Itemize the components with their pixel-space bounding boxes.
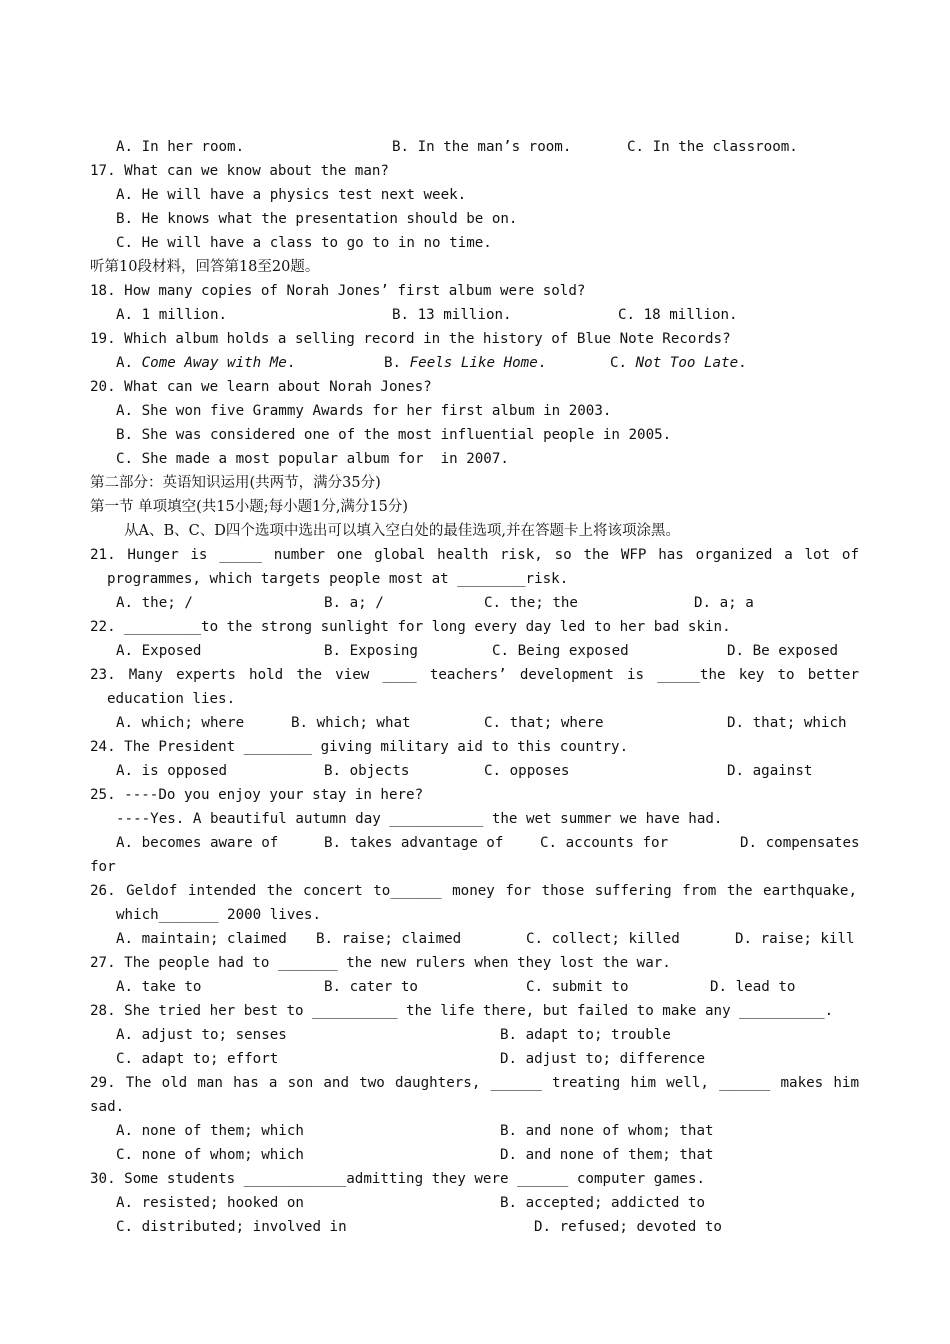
stem-word: key <box>738 667 765 683</box>
q28-options-row1 <box>0 1023 671 1047</box>
stem-word: earthquake, <box>763 883 857 899</box>
q19-option-c: C. Not Too Late. <box>610 355 747 371</box>
q29-options-row2 <box>0 1143 714 1167</box>
q22-options <box>0 639 839 663</box>
stem-word: him <box>833 1075 859 1091</box>
stem-word: concert <box>302 883 363 899</box>
q29-option-d: D. and none of them; that <box>500 1147 714 1163</box>
q26-option-d: D. raise; kill <box>735 931 855 947</box>
q30-option-a: A. resisted; hooked on <box>116 1195 304 1211</box>
q22-option-c: C. Being exposed <box>492 643 629 659</box>
stem-word: the <box>583 547 610 563</box>
stem-word: from <box>682 883 717 899</box>
stem-word: the <box>726 883 753 899</box>
stem-word: organized <box>695 547 773 563</box>
q28-option-a: A. adjust to; senses <box>116 1027 287 1043</box>
stem-word: Hunger <box>127 547 179 563</box>
stem-word: teachers’ <box>429 667 507 683</box>
stem-word: 21. <box>90 547 116 563</box>
stem-word: lot <box>804 547 831 563</box>
q25-option-b: B. takes advantage of <box>324 835 504 851</box>
stem-word: _____the <box>657 667 726 683</box>
q16-option-b: B. In the man’s room. <box>392 139 572 155</box>
q30-options-row2 <box>0 1215 722 1239</box>
q23-option-a: A. which; where <box>116 715 245 731</box>
q24-option-d: D. against <box>727 763 813 779</box>
q18-options <box>0 303 738 327</box>
stem-word: 23. <box>90 667 116 683</box>
q30-options-row1 <box>0 1191 705 1215</box>
stem-word: one <box>336 547 363 563</box>
stem-word: man <box>197 1075 223 1091</box>
stem-word: better <box>807 667 859 683</box>
q16-option-a: A. In her room. <box>116 139 245 155</box>
q26-option-a: A. maintain; claimed <box>116 931 287 947</box>
q25-option-a: A. becomes aware of <box>116 835 279 851</box>
stem-word: well, <box>666 1075 709 1091</box>
q23-option-c: C. that; where <box>484 715 604 731</box>
q27-option-b: B. cater to <box>324 979 418 995</box>
q18-option-c: C. 18 million. <box>618 307 738 323</box>
stem-word: is <box>190 547 208 563</box>
q29-stem-line1 <box>0 1071 950 1095</box>
q21-option-b: B. a; / <box>324 595 384 611</box>
q28-option-d: D. adjust to; difference <box>500 1051 705 1067</box>
q23-option-b: B. which; what <box>291 715 411 731</box>
q30-option-d: D. refused; devoted to <box>534 1219 722 1235</box>
stem-word: ______ <box>490 1075 542 1091</box>
stem-word: has <box>233 1075 259 1091</box>
stem-word: 26. <box>90 883 116 899</box>
stem-word: treating <box>551 1075 621 1091</box>
q27-options <box>0 975 796 999</box>
q29-option-c: C. none of whom; which <box>116 1147 304 1163</box>
stem-word: 29. <box>90 1075 116 1091</box>
q18-option-a: A. 1 million. <box>116 307 228 323</box>
stem-word: to <box>777 667 795 683</box>
stem-word: _____ <box>219 547 262 563</box>
stem-word: to______ <box>373 883 442 899</box>
q28-options-row2 <box>0 1047 705 1071</box>
q22-option-a: A. Exposed <box>116 643 202 659</box>
stem-word: is <box>626 667 645 683</box>
stem-word: global <box>374 547 426 563</box>
q25-option-d: D. compensates <box>740 835 860 851</box>
q30-option-c: C. distributed; involved in <box>116 1219 347 1235</box>
stem-word: for <box>505 883 531 899</box>
stem-word: makes <box>780 1075 824 1091</box>
stem-word: experts <box>176 667 236 683</box>
q26-option-b: B. raise; claimed <box>316 931 462 947</box>
q24-option-c: C. opposes <box>484 763 570 779</box>
q21-option-d: D. a; a <box>694 595 754 611</box>
stem-word: number <box>273 547 325 563</box>
q21-option-c: C. the; the <box>484 595 578 611</box>
stem-word: view <box>335 667 370 683</box>
q24-option-a: A. is opposed <box>116 763 228 779</box>
stem-word: health <box>437 547 489 563</box>
stem-word: of <box>841 547 859 563</box>
stem-word: the <box>266 883 293 899</box>
q30-option-b: B. accepted; addicted to <box>500 1195 705 1211</box>
q22-option-b: B. Exposing <box>324 643 418 659</box>
q21-options <box>0 591 754 615</box>
q23-stem-line1 <box>0 663 950 687</box>
stem-word: hold <box>249 667 284 683</box>
q19-options <box>0 351 747 375</box>
q24-options <box>0 759 813 783</box>
stem-word: old <box>161 1075 188 1091</box>
q29-option-a: A. none of them; which <box>116 1123 304 1139</box>
stem-word: suffering <box>594 883 672 899</box>
stem-word: WFP <box>620 547 647 563</box>
stem-word: a <box>784 547 793 563</box>
exam-page: A. In her room. B. In the man’s room. C. In the classroom. 17. What can we know about the man? A. He will have a physics test next week. B. He knows what the presentation should be on. C. He will have a class to go to in no time. 听第10段材料，回答第18至20题。 18. How many copies of Norah Jones’ first album were sold? A. 1 million. B. 13 million. C. 18 million. 19. Which album holds a selling record in the history of Blue Note Records? A. Come Away with Me. B. Feels Like Home. C. Not Too Late. 20. What can we learn about Norah Jones? A. She won five Grammy Awards for her first album in 2003. B. She was considered one of the most influential people in 2005. C. She made a most popular album for in 2007. 第二部分：英语知识运用(共两节，满分35分) 第一节 单项填空(共15小题;每小题1分,满分15分) 从A、B、C、D四个选项中选出可以填入空白处的最佳选项,并在答题卡上将该项涂黑。 21. Hunger is _____ number one global health risk, so the WFP has organized a lot of programmes, which targets people most at ________risk. A. the; / B. a; / C. the; the D. a; a 22. _________to the strong sunlight for long every day led to her bad skin. A. Exposed B. Exposing C. Being exposed D. Be exposed 23. Many experts hold the view ____ teachers’ development is _____the key to better education lies. A. which; where B. which; what C. that; where D. that; which 24. The President ________ giving military aid to this country. A. is opposed B. objects C. opposes D. against 25. ----Do you enjoy your stay in here? ----Yes. A beautiful autumn day ___________ the wet summer we have had. A. becomes aware of B. takes advantage of C. accounts for D. compensates for 26. Geldof intended the concert to______ money for those suffering from the earthquake, which_______ 2000 lives. A. maintain; claimed B. raise; claimed C. collect; killed D. raise; kill 27. The people had to _______ the new rulers when they lost the war. A. take to B. cater to C. submit to D. lead to 28. She tried her best to __________ the life there, but failed to make any __________. A. adjust to; senses B. adapt to; trouble C. adapt to; effort D. adjust to; difference 29. The old man has a son and two daughters, ______ treating him well, ______ makes him sad. A. none of them; which B. and none of whom; that C. none of whom; which D. and none of them; that 30. Some students ____________admitting they were ______ computer games. A. resisted; hooked on B. accepted; addicted to C. distributed; involved in D. refused; devoted to <box>0 0 950 1344</box>
q24-option-b: B. objects <box>324 763 410 779</box>
q18-option-b: B. 13 million. <box>392 307 512 323</box>
q27-option-a: A. take to <box>116 979 202 995</box>
stem-word: a <box>268 1075 278 1091</box>
stem-word: ______ <box>719 1075 771 1091</box>
stem-word: daughters, <box>394 1075 481 1091</box>
q16-option-c: C. In the classroom. <box>627 139 798 155</box>
q28-option-b: B. adapt to; trouble <box>500 1027 671 1043</box>
stem-word: has <box>658 547 684 563</box>
stem-word: the <box>296 667 322 683</box>
stem-word: ____ <box>382 667 417 683</box>
stem-word: two <box>359 1075 385 1091</box>
q27-option-d: D. lead to <box>710 979 796 995</box>
q23-options <box>0 711 847 735</box>
q27-option-c: C. submit to <box>526 979 629 995</box>
stem-word: and <box>323 1075 350 1091</box>
stem-word: risk, <box>500 547 543 563</box>
q21-option-a: A. the; / <box>116 595 193 611</box>
q22-option-d: D. Be exposed <box>727 643 839 659</box>
q25-options <box>0 831 860 855</box>
stem-word: those <box>541 883 585 899</box>
q26-option-c: C. collect; killed <box>526 931 680 947</box>
q26-options <box>0 927 855 951</box>
q25-option-c: C. accounts for <box>540 835 669 851</box>
q29-options-row1 <box>0 1119 714 1143</box>
q19-option-a: A. Come Away with Me. <box>116 355 296 371</box>
stem-word: money <box>452 883 495 899</box>
stem-word: intended <box>187 883 257 899</box>
q21-stem-line1 <box>0 543 950 567</box>
stem-word: development <box>519 667 614 683</box>
stem-word: him <box>630 1075 657 1091</box>
q16-options <box>0 135 798 159</box>
stem-word: Geldof <box>126 883 178 899</box>
stem-word: The <box>125 1075 152 1091</box>
stem-word: so <box>554 547 572 563</box>
q28-option-c: C. adapt to; effort <box>116 1051 279 1067</box>
q26-stem-line1 <box>0 879 950 903</box>
stem-word: Many <box>128 667 163 683</box>
q29-option-b: B. and none of whom; that <box>500 1123 714 1139</box>
q23-option-d: D. that; which <box>727 715 847 731</box>
q19-option-b: B. Feels Like Home. <box>384 355 547 371</box>
stem-word: son <box>287 1075 314 1091</box>
